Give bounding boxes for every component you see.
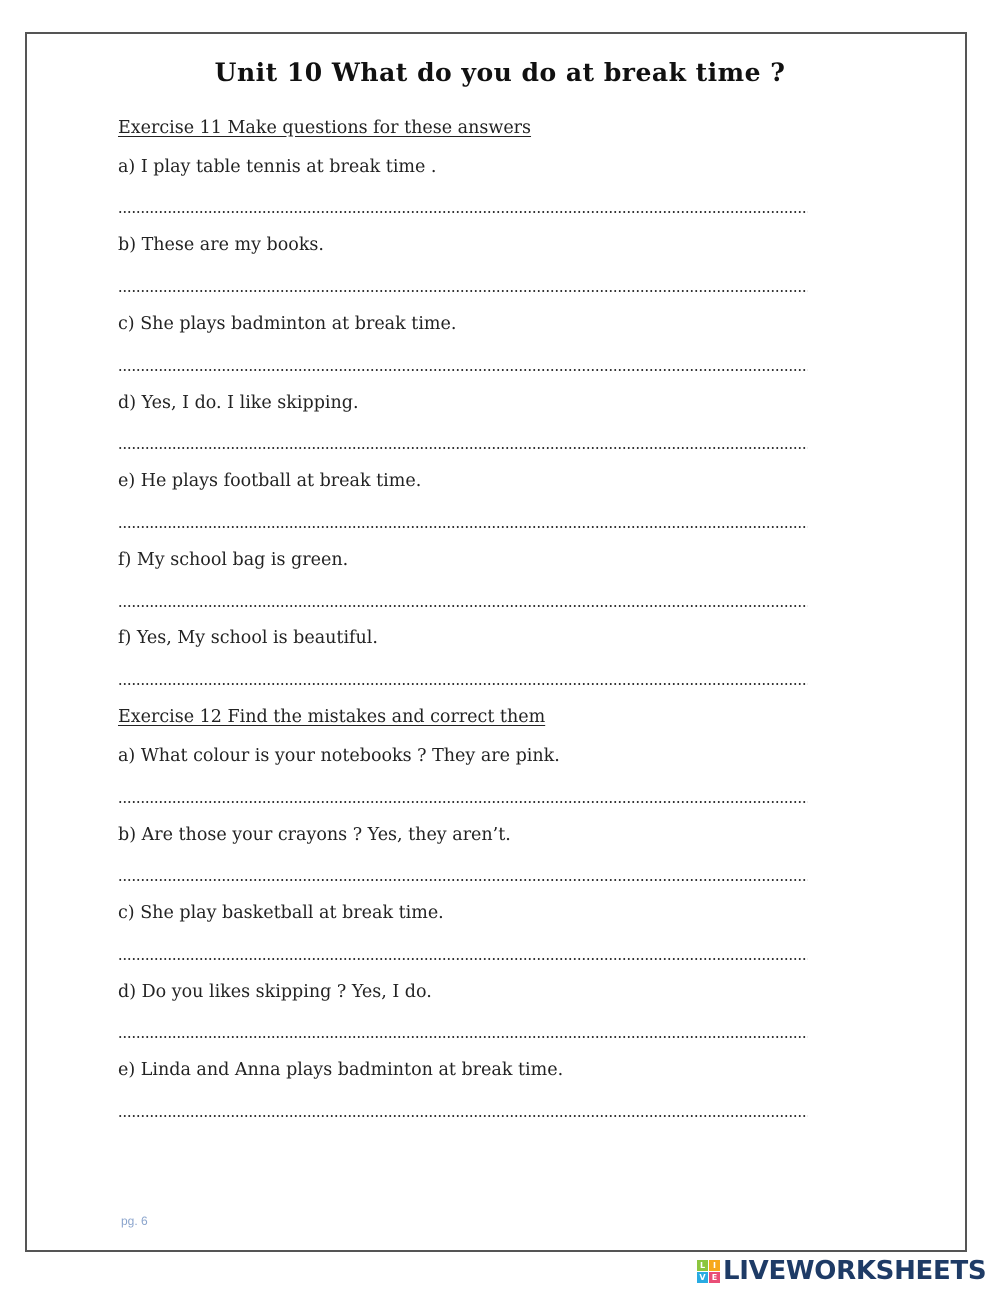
exercise-11-item-f2: f) Yes, My school is beautiful.: [118, 628, 378, 648]
answer-line-12e[interactable]: [118, 1115, 808, 1117]
exercise-12-item-c: c) She play basketball at break time.: [118, 903, 444, 923]
page-title: Unit 10 What do you do at break time ?: [214, 58, 786, 87]
answer-line-11f1[interactable]: [118, 605, 808, 607]
exercise-12-item-e: e) Linda and Anna plays badminton at break time.: [118, 1060, 564, 1080]
exercise-11-heading: Exercise 11 Make questions for these answers: [118, 118, 532, 138]
liveworksheets-logo[interactable]: [697, 1256, 986, 1286]
exercise-11-item-a: a) I play table tennis at break time .: [118, 157, 437, 177]
answer-line-12c[interactable]: [118, 958, 808, 960]
answer-line-12a[interactable]: [118, 801, 808, 803]
answer-line-12d[interactable]: [118, 1036, 808, 1038]
exercise-12-item-a: a) What colour is your notebooks ? They are pink.: [118, 746, 560, 766]
answer-line-11e[interactable]: [118, 526, 808, 528]
exercise-11-item-c: c) She plays badminton at break time.: [118, 314, 457, 334]
page-number: pg. 6: [121, 1214, 148, 1228]
logo-letter-v: V: [697, 1272, 708, 1283]
exercise-11-item-b: b) These are my books.: [118, 235, 324, 255]
answer-line-12b[interactable]: [118, 879, 808, 881]
answer-line-11b[interactable]: [118, 290, 808, 292]
liveworksheets-logo-icon: [697, 1260, 720, 1283]
exercise-12-heading: Exercise 12 Find the mistakes and correct them: [118, 707, 546, 727]
answer-line-11c[interactable]: [118, 369, 808, 371]
logo-letter-l: L: [697, 1260, 708, 1271]
exercise-11-item-d: d) Yes, I do. I like skipping.: [118, 393, 359, 413]
exercise-12-item-b: b) Are those your crayons ? Yes, they aren’t.: [118, 825, 511, 845]
answer-line-11a[interactable]: [118, 211, 808, 213]
exercise-11-item-e: e) He plays football at break time.: [118, 471, 422, 491]
exercise-11-item-f1: f) My school bag is green.: [118, 550, 349, 570]
exercise-12-item-d: d) Do you likes skipping ? Yes, I do.: [118, 982, 432, 1002]
answer-line-11d[interactable]: [118, 447, 808, 449]
logo-letter-e: E: [709, 1272, 720, 1283]
answer-line-11f2[interactable]: [118, 683, 808, 685]
liveworksheets-wordmark: LIVEWORKSHEETS: [723, 1256, 987, 1286]
logo-letter-i: I: [709, 1260, 720, 1271]
